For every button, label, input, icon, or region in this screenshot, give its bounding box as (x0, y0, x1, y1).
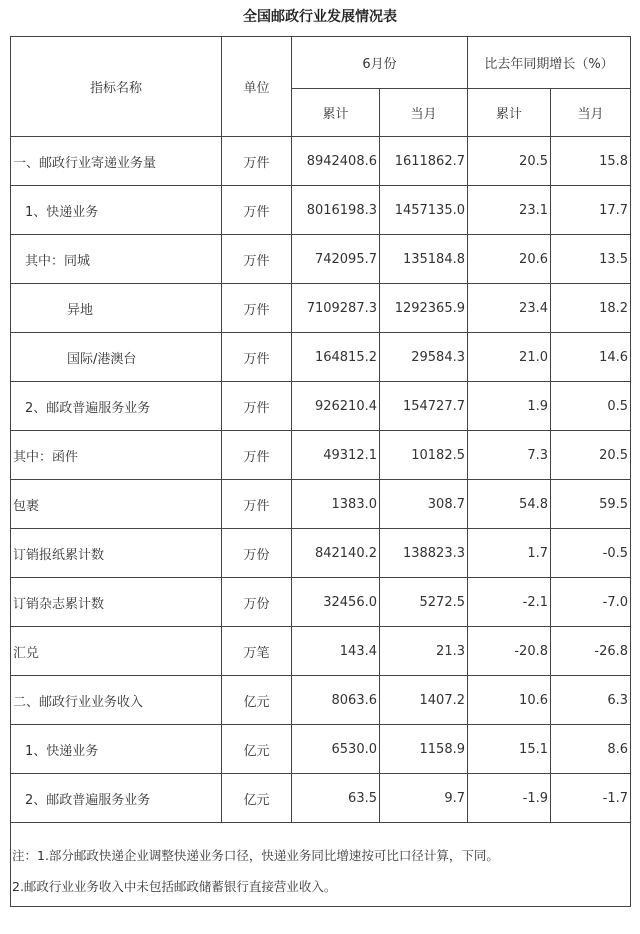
row-unit: 亿元 (222, 676, 292, 725)
row-growth-month: 18.2 (551, 284, 631, 333)
row-growth-cumulative: 10.6 (468, 676, 551, 725)
row-name: 一、邮政行业寄递业务量 (11, 137, 222, 186)
row-name: 2、邮政普遍服务业务 (11, 774, 222, 823)
row-growth-cumulative: 23.1 (468, 186, 551, 235)
row-name: 1、快递业务 (11, 725, 222, 774)
row-growth-cumulative: 21.0 (468, 333, 551, 382)
row-growth-month: -1.7 (551, 774, 631, 823)
row-cumulative: 8016198.3 (292, 186, 380, 235)
row-cumulative: 32456.0 (292, 578, 380, 627)
row-cumulative: 6530.0 (292, 725, 380, 774)
header-june-cumulative: 累计 (292, 89, 380, 137)
row-name: 订销报纸累计数 (11, 529, 222, 578)
row-growth-month: 0.5 (551, 382, 631, 431)
row-growth-month: 6.3 (551, 676, 631, 725)
row-name: 其中：同城 (11, 235, 222, 284)
row-unit: 万件 (222, 382, 292, 431)
header-june-month: 当月 (380, 89, 468, 137)
row-growth-month: 14.6 (551, 333, 631, 382)
row-month: 135184.8 (380, 235, 468, 284)
table-row (11, 431, 631, 480)
row-growth-month: 13.5 (551, 235, 631, 284)
row-cumulative: 926210.4 (292, 382, 380, 431)
table-row (11, 774, 631, 823)
table-title: 全国邮政行业发展情况表 (243, 9, 397, 25)
row-growth-cumulative: 20.5 (468, 137, 551, 186)
row-cumulative: 842140.2 (292, 529, 380, 578)
row-growth-cumulative: 1.7 (468, 529, 551, 578)
table-row (11, 284, 631, 333)
row-growth-month: -26.8 (551, 627, 631, 676)
row-growth-month: 15.8 (551, 137, 631, 186)
row-month: 10182.5 (380, 431, 468, 480)
row-growth-month: 20.5 (551, 431, 631, 480)
notes-row (11, 823, 631, 907)
header-indicator: 指标名称 (11, 37, 222, 137)
postal-stats-table (10, 36, 631, 907)
row-month: 1158.9 (380, 725, 468, 774)
table-row (11, 480, 631, 529)
row-growth-month: 8.6 (551, 725, 631, 774)
row-name: 异地 (11, 284, 222, 333)
row-unit: 万件 (222, 137, 292, 186)
row-unit: 万件 (222, 431, 292, 480)
row-name: 其中：函件 (11, 431, 222, 480)
row-unit: 万件 (222, 235, 292, 284)
row-unit: 万份 (222, 578, 292, 627)
row-month: 5272.5 (380, 578, 468, 627)
table-row (11, 627, 631, 676)
table-row (11, 676, 631, 725)
table-notes (11, 823, 631, 907)
note-1: 注：1.部分邮政快递企业调整快递业务口径，快递业务同比增速按可比口径计算，下同。 (12, 847, 499, 863)
row-name: 包裹 (11, 480, 222, 529)
row-name: 订销杂志累计数 (11, 578, 222, 627)
row-growth-cumulative: 20.6 (468, 235, 551, 284)
row-name: 国际/港澳台 (11, 333, 222, 382)
table-row (11, 529, 631, 578)
row-cumulative: 164815.2 (292, 333, 380, 382)
row-unit: 万件 (222, 284, 292, 333)
row-growth-cumulative: 23.4 (468, 284, 551, 333)
row-month: 1292365.9 (380, 284, 468, 333)
row-month: 138823.3 (380, 529, 468, 578)
row-month: 9.7 (380, 774, 468, 823)
row-growth-cumulative: -20.8 (468, 627, 551, 676)
row-cumulative: 1383.0 (292, 480, 380, 529)
table-row (11, 578, 631, 627)
row-growth-cumulative: 54.8 (468, 480, 551, 529)
row-growth-month: -7.0 (551, 578, 631, 627)
row-unit: 万件 (222, 333, 292, 382)
row-growth-cumulative: -1.9 (468, 774, 551, 823)
row-growth-month: 59.5 (551, 480, 631, 529)
header-row-1 (11, 37, 631, 89)
table-row (11, 235, 631, 284)
row-growth-month: 17.7 (551, 186, 631, 235)
row-growth-cumulative: 1.9 (468, 382, 551, 431)
row-month: 1407.2 (380, 676, 468, 725)
row-growth-cumulative: -2.1 (468, 578, 551, 627)
row-month: 21.3 (380, 627, 468, 676)
row-month: 1611862.7 (380, 137, 468, 186)
row-cumulative: 742095.7 (292, 235, 380, 284)
header-growth-cumulative: 累计 (468, 89, 551, 137)
row-month: 29584.3 (380, 333, 468, 382)
row-growth-cumulative: 15.1 (468, 725, 551, 774)
header-growth: 比去年同期增长（%） (468, 37, 631, 89)
row-name: 汇兑 (11, 627, 222, 676)
table-row (11, 137, 631, 186)
row-name: 二、邮政行业业务收入 (11, 676, 222, 725)
row-growth-cumulative: 7.3 (468, 431, 551, 480)
row-month: 154727.7 (380, 382, 468, 431)
row-name: 1、快递业务 (11, 186, 222, 235)
row-cumulative: 49312.1 (292, 431, 380, 480)
table-row (11, 725, 631, 774)
row-unit: 万件 (222, 480, 292, 529)
table-row (11, 186, 631, 235)
row-unit: 万件 (222, 186, 292, 235)
row-unit: 万笔 (222, 627, 292, 676)
row-unit: 亿元 (222, 725, 292, 774)
note-2: 2.邮政行业业务收入中未包括邮政储蓄银行直接营业收入。 (12, 878, 337, 894)
row-cumulative: 63.5 (292, 774, 380, 823)
row-cumulative: 143.4 (292, 627, 380, 676)
row-growth-month: -0.5 (551, 529, 631, 578)
row-month: 1457135.0 (380, 186, 468, 235)
header-june: 6月份 (292, 37, 468, 89)
header-growth-month: 当月 (551, 89, 631, 137)
row-cumulative: 8063.6 (292, 676, 380, 725)
header-unit: 单位 (222, 37, 292, 137)
row-cumulative: 8942408.6 (292, 137, 380, 186)
row-month: 308.7 (380, 480, 468, 529)
table-row (11, 333, 631, 382)
row-cumulative: 7109287.3 (292, 284, 380, 333)
row-unit: 万份 (222, 529, 292, 578)
table-row (11, 382, 631, 431)
row-unit: 亿元 (222, 774, 292, 823)
row-name: 2、邮政普遍服务业务 (11, 382, 222, 431)
